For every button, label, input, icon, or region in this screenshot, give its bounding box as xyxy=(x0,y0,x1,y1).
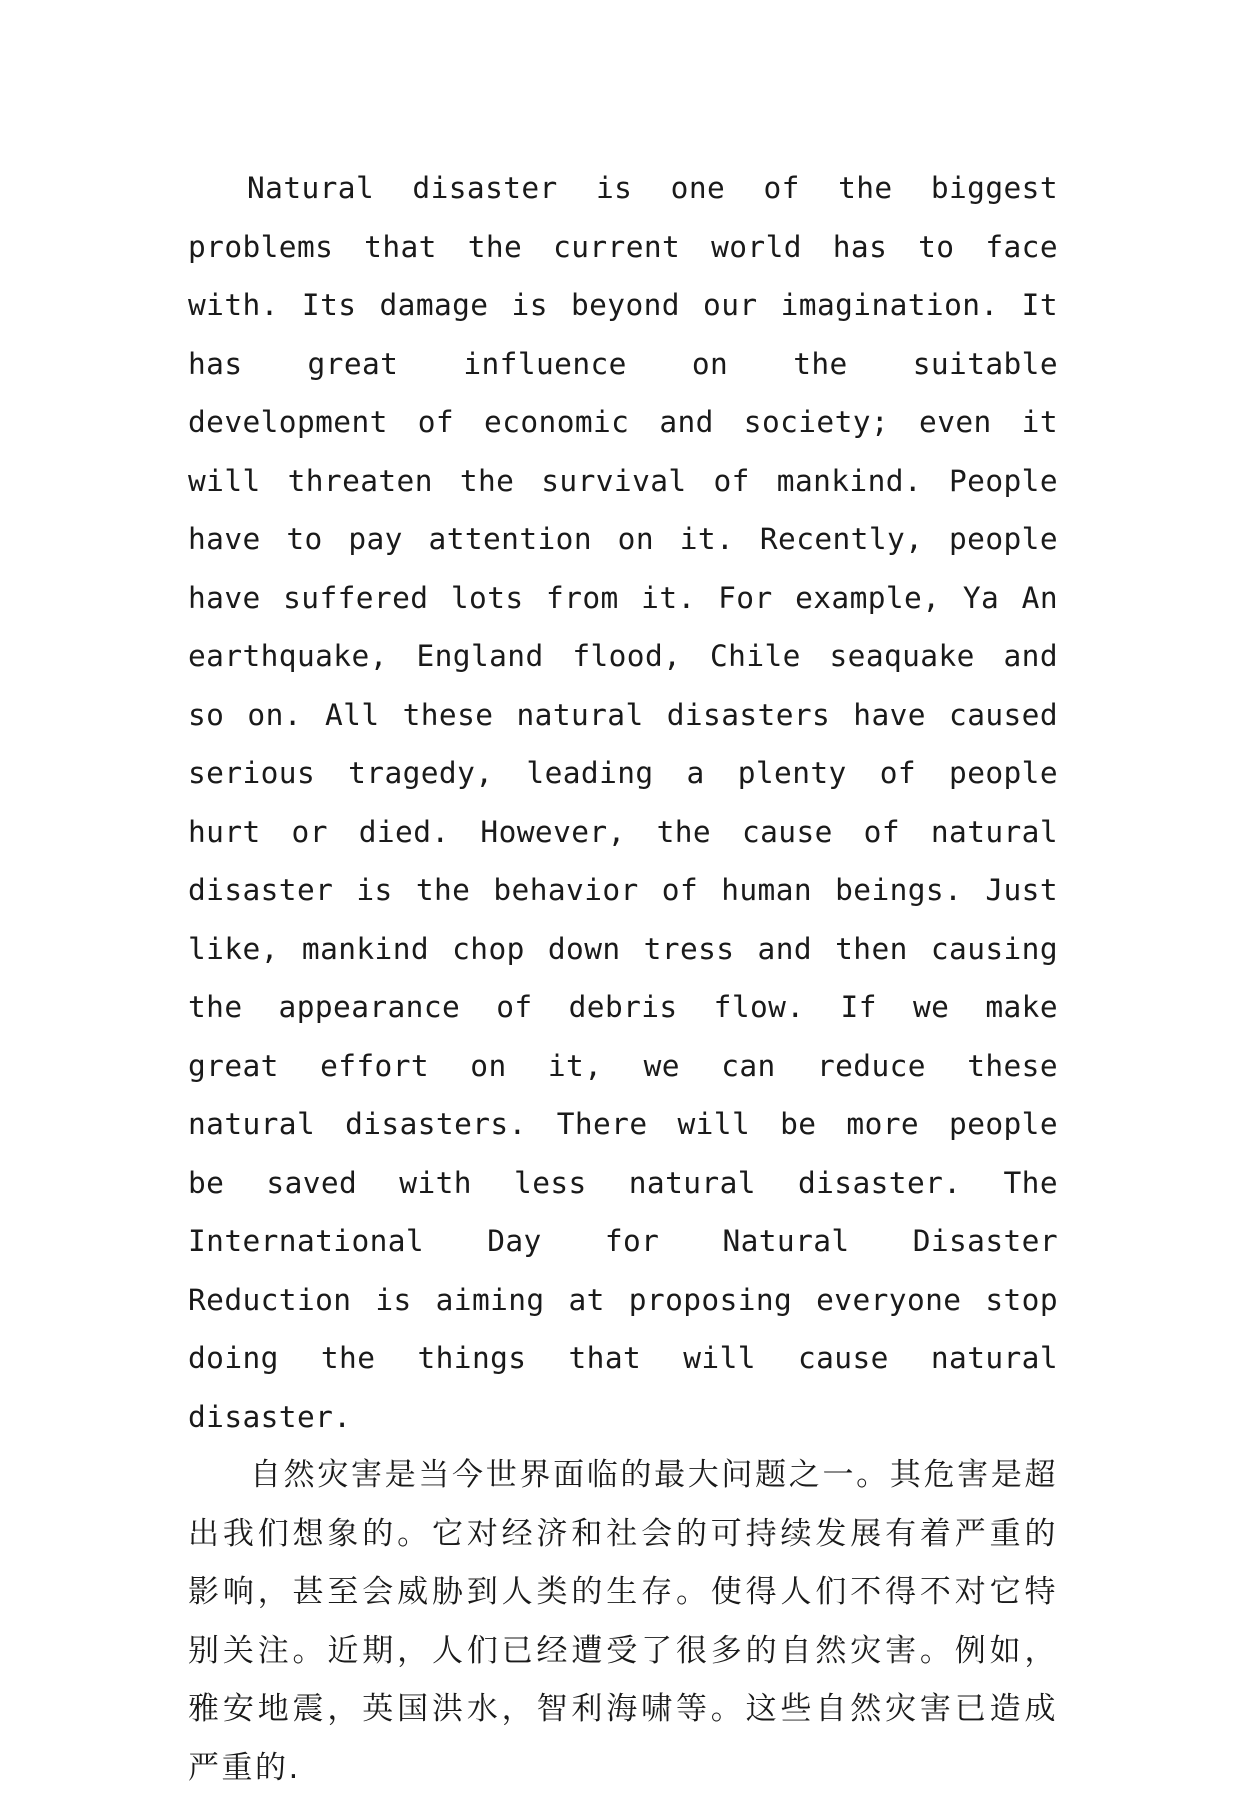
english-paragraph: Natural disaster is one of the biggest problems that the current world has to face with. Its damage is beyond our imagination. It has great influence on the suitable development of economic and society; even it will threaten the survival of mankind. People have to pay attention on it. Recently, people have suffered lots from it. For example, Ya An earthquake, England flood, Chile seaquake and so on. All these natural disasters have caused serious tragedy, leading a plenty of people hurt or died. However, the cause of natural disaster is the behavior of human beings. Just like, mankind chop down tress and then causing the appearance of debris flow. If we make great effort on it, we can reduce these natural disasters. There will be more people be saved with less natural disaster. The International Day for Natural Disaster Reduction is aiming at proposing everyone stop doing the things that will cause natural disaster. xyxy=(188,171,1058,1434)
document-body xyxy=(188,159,1058,1797)
chinese-paragraph: 自然灾害是当今世界面临的最大问题之一。其危害是超出我们想象的。它对经济和社会的可持续发展有着严重的影响，甚至会威胁到人类的生存。使得人们不得不对它特别关注。近期，人们已经遭受了很多的自然灾害。例如，雅安地震，英国洪水，智利海啸等。这些自然灾害已造成严重的. xyxy=(188,1457,1058,1786)
